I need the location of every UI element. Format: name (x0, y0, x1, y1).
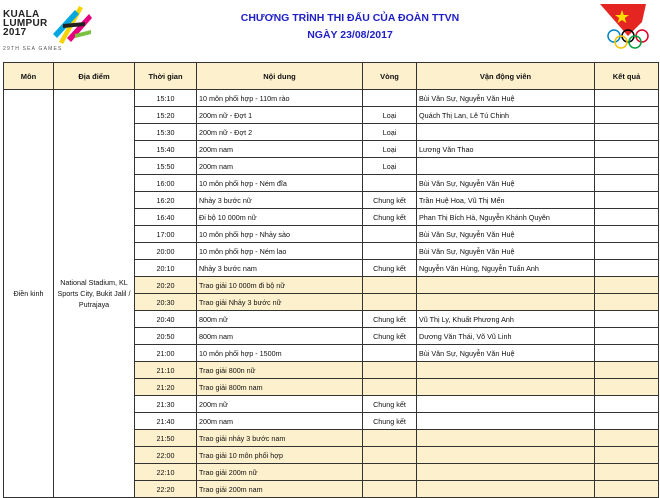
round-cell (363, 379, 417, 396)
time-cell: 20:20 (135, 277, 197, 294)
logo-subtitle: 29TH SEA GAMES (3, 46, 63, 52)
page-title (200, 10, 500, 44)
sea-games-logo (3, 4, 93, 52)
content-cell: 10 môn phối hợp - Ném đĩa (197, 175, 363, 192)
round-cell (363, 464, 417, 481)
time-cell: 22:00 (135, 447, 197, 464)
venue-cell: National Stadium, KL Sports City, Bukit Jalil / Putrajaya (54, 90, 135, 498)
time-cell: 17:00 (135, 226, 197, 243)
result-cell (595, 243, 659, 260)
content-cell: Trao giải 800n nữ (197, 362, 363, 379)
time-cell: 21:40 (135, 413, 197, 430)
result-cell (595, 328, 659, 345)
result-cell (595, 260, 659, 277)
result-cell (595, 209, 659, 226)
time-cell: 15:50 (135, 158, 197, 175)
content-cell: Trao giải nhảy 3 bước nam (197, 430, 363, 447)
round-cell (363, 90, 417, 107)
table-header-row (4, 63, 659, 90)
athletes-cell: Bùi Văn Sự, Nguyễn Văn Huệ (417, 175, 595, 192)
table-row (4, 90, 659, 107)
round-cell: Loại (363, 107, 417, 124)
athletes-cell: Bùi Văn Sự, Nguyễn Văn Huệ (417, 243, 595, 260)
logo-line2: LUMPUR (3, 18, 48, 29)
athletes-cell: Quách Thị Lan, Lê Tú Chinh (417, 107, 595, 124)
round-cell (363, 243, 417, 260)
result-cell (595, 430, 659, 447)
time-cell: 21:10 (135, 362, 197, 379)
athletes-cell (417, 447, 595, 464)
content-cell: Trao giải 10 môn phối hợp (197, 447, 363, 464)
title-date: NGÀY 23/08/2017 (307, 29, 393, 41)
round-cell: Chung kết (363, 396, 417, 413)
content-cell: 800m nam (197, 328, 363, 345)
athletes-cell (417, 481, 595, 498)
result-cell (595, 379, 659, 396)
athletes-cell (417, 277, 595, 294)
col-header-time: Thời gian (135, 63, 197, 90)
round-cell (363, 430, 417, 447)
athletes-cell (417, 362, 595, 379)
content-cell: 200m nữ - Đợt 1 (197, 107, 363, 124)
time-cell: 16:20 (135, 192, 197, 209)
athletes-cell (417, 430, 595, 447)
content-cell: Trao giải 800m nam (197, 379, 363, 396)
athletes-cell (417, 294, 595, 311)
athletes-cell: Bùi Văn Sự, Nguyễn Văn Huệ (417, 345, 595, 362)
content-cell: 200m nam (197, 158, 363, 175)
col-header-round: Vòng (363, 63, 417, 90)
time-cell: 16:00 (135, 175, 197, 192)
logo-line3: 2017 (3, 27, 27, 38)
round-cell: Chung kết (363, 209, 417, 226)
time-cell: 16:40 (135, 209, 197, 226)
result-cell (595, 141, 659, 158)
time-cell: 20:30 (135, 294, 197, 311)
round-cell (363, 226, 417, 243)
result-cell (595, 481, 659, 498)
time-cell: 21:50 (135, 430, 197, 447)
time-cell: 15:10 (135, 90, 197, 107)
content-cell: Nhảy 3 bước nữ (197, 192, 363, 209)
result-cell (595, 294, 659, 311)
content-cell: 200m nam (197, 141, 363, 158)
round-cell (363, 447, 417, 464)
round-cell (363, 277, 417, 294)
athletes-cell: Bùi Văn Sự, Nguyễn Văn Huệ (417, 226, 595, 243)
sport-cell: Điền kinh (4, 90, 54, 498)
time-cell: 20:40 (135, 311, 197, 328)
round-cell: Chung kết (363, 260, 417, 277)
content-cell: Đi bộ 10 000m nữ (197, 209, 363, 226)
content-cell: 200m nữ (197, 396, 363, 413)
time-cell: 21:30 (135, 396, 197, 413)
content-cell: 200m nữ - Đợt 2 (197, 124, 363, 141)
time-cell: 15:30 (135, 124, 197, 141)
content-cell: Trao giải 200m nam (197, 481, 363, 498)
round-cell: Chung kết (363, 311, 417, 328)
content-cell: 800m nữ (197, 311, 363, 328)
result-cell (595, 124, 659, 141)
round-cell: Loại (363, 124, 417, 141)
round-cell: Loại (363, 141, 417, 158)
col-header-result: Kết quả (595, 63, 659, 90)
time-cell: 21:20 (135, 379, 197, 396)
athletes-cell (417, 158, 595, 175)
athletes-cell: Trần Huệ Hoa, Vũ Thị Mến (417, 192, 595, 209)
result-cell (595, 345, 659, 362)
time-cell: 15:20 (135, 107, 197, 124)
content-cell: 10 môn phối hợp - Nhảy sào (197, 226, 363, 243)
round-cell: Chung kết (363, 413, 417, 430)
athletes-cell: Phan Thị Bích Hà, Nguyễn Khánh Quyên (417, 209, 595, 226)
content-cell: Nhảy 3 bước nam (197, 260, 363, 277)
col-header-sport: Môn (4, 63, 54, 90)
result-cell (595, 311, 659, 328)
result-cell (595, 158, 659, 175)
content-cell: Trao giải 10 000m đi bộ nữ (197, 277, 363, 294)
time-cell: 20:00 (135, 243, 197, 260)
result-cell (595, 447, 659, 464)
athletes-cell (417, 124, 595, 141)
athletes-cell (417, 464, 595, 481)
athletes-cell: Dương Văn Thái, Võ Vũ Linh (417, 328, 595, 345)
title-line1: CHƯƠNG TRÌNH THI ĐẤU CỦA ĐOÀN TTVN (240, 12, 460, 24)
content-cell: 10 môn phối hợp - 1500m (197, 345, 363, 362)
athletes-cell: Vũ Thị Ly, Khuất Phương Anh (417, 311, 595, 328)
round-cell: Chung kết (363, 328, 417, 345)
schedule-table (3, 62, 659, 498)
athletes-cell (417, 413, 595, 430)
time-cell: 15:40 (135, 141, 197, 158)
content-cell: 10 môn phối hợp - 110m rào (197, 90, 363, 107)
round-cell (363, 294, 417, 311)
result-cell (595, 277, 659, 294)
round-cell: Loại (363, 158, 417, 175)
content-cell: 10 môn phối hợp - Ném lao (197, 243, 363, 260)
col-header-athletes: Vận động viên (417, 63, 595, 90)
result-cell (595, 396, 659, 413)
result-cell (595, 362, 659, 379)
round-cell (363, 481, 417, 498)
result-cell (595, 413, 659, 430)
athletes-cell: Nguyễn Văn Hùng, Nguyễn Tuấn Anh (417, 260, 595, 277)
time-cell: 20:50 (135, 328, 197, 345)
round-cell (363, 362, 417, 379)
time-cell: 22:10 (135, 464, 197, 481)
time-cell: 22:20 (135, 481, 197, 498)
round-cell (363, 345, 417, 362)
time-cell: 20:10 (135, 260, 197, 277)
athletes-cell (417, 396, 595, 413)
round-cell (363, 175, 417, 192)
time-cell: 21:00 (135, 345, 197, 362)
result-cell (595, 107, 659, 124)
athletes-cell: Lương Văn Thao (417, 141, 595, 158)
result-cell (595, 464, 659, 481)
result-cell (595, 90, 659, 107)
content-cell: Trao giải 200m nữ (197, 464, 363, 481)
col-header-venue: Địa điểm (54, 63, 135, 90)
result-cell (595, 175, 659, 192)
result-cell (595, 192, 659, 209)
round-cell: Chung kết (363, 192, 417, 209)
vietnam-olympic-logo-icon (598, 2, 660, 52)
logo-line1: KUALA (3, 9, 40, 20)
athletes-cell: Bùi Văn Sự, Nguyễn Văn Huệ (417, 90, 595, 107)
sea-games-emblem-icon (49, 4, 93, 44)
col-header-content: Nội dung (197, 63, 363, 90)
result-cell (595, 226, 659, 243)
logo-text (3, 10, 48, 37)
athletes-cell (417, 379, 595, 396)
content-cell: 200m nam (197, 413, 363, 430)
content-cell: Trao giải Nhảy 3 bước nữ (197, 294, 363, 311)
